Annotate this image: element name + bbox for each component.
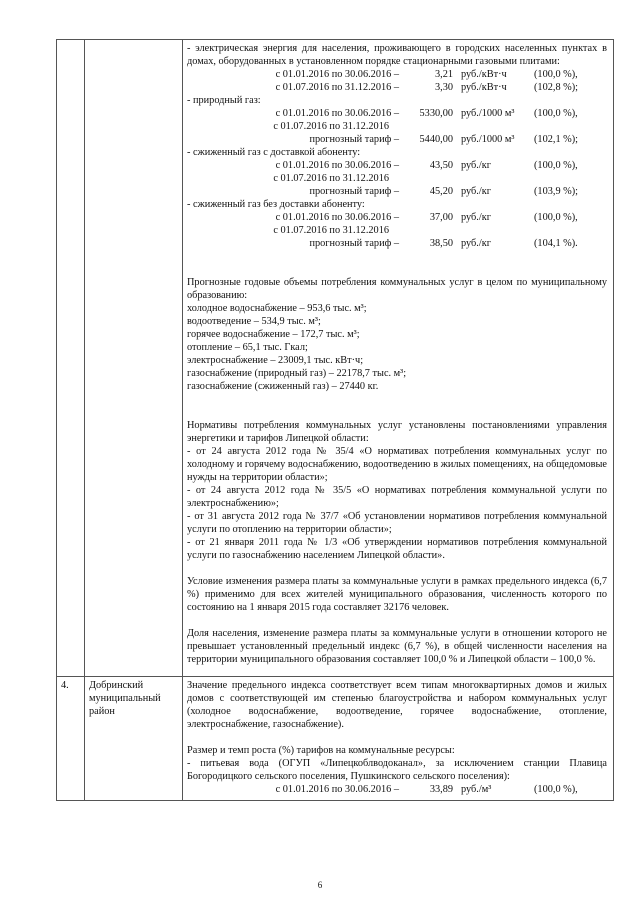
lpg-delivery-intro: - сжиженный газ с доставкой абоненту: — [187, 147, 361, 158]
tariff-table — [56, 39, 614, 801]
volume-item: горячее водоснабжение – 172,7 тыс. м³; — [187, 329, 360, 340]
volume-item: газоснабжение (природный газ) – 22178,7 тыс. м³; — [187, 368, 407, 379]
volume-item: газоснабжение (сжиженный газ) – 27440 кг. — [187, 381, 379, 392]
tariff-rate-row: с 01.07.2016 по 31.12.2016 – 3,30 руб./кВт·ч (102,8 %); — [275, 82, 579, 93]
table-row — [57, 40, 614, 677]
water-intro: - питьевая вода (ОГУП «Липецкоблводоканал», за исключением станции Плавица Богородицкого сельского поселения, Пушкинского сельского поселения): — [187, 758, 607, 782]
table-row — [57, 677, 614, 801]
municipality-cell — [85, 40, 183, 677]
tariff-heading: Размер и темп роста (%) тарифов на коммунальные ресурсы: — [187, 745, 455, 756]
tariff-rate-row: с 01.01.2016 по 30.06.2016 – 37,00 руб./кг (100,0 %), — [275, 212, 578, 223]
condition-paragraph: Условие изменения размера платы за коммунальные услуги в рамках предельного индекса (6,7 %) применимо для всех жителей муниципального образования, численность которого по состоянию на 1 января 2015 года составляет 32176 человек. — [187, 576, 607, 613]
page-number: 6 — [317, 880, 323, 890]
norms-intro: Нормативы потребления коммунальных услуг установлены постановлениями управления энергетики и тарифов Липецкой области: — [187, 420, 607, 444]
tariff-rate-row: прогнозный тариф – 5440,00 руб./1000 м³ (102,1 %); — [309, 134, 579, 145]
content-cell — [183, 40, 614, 677]
row-number: 4. — [61, 680, 69, 691]
tariff-rate-row: прогнозный тариф – 38,50 руб./кг (104,1 %). — [309, 238, 578, 249]
natural-gas-intro: - природный газ: — [187, 95, 261, 106]
volume-item: отопление – 65,1 тыс. Гкал; — [187, 342, 308, 353]
tariff-period: с 01.07.2016 по 31.12.2016 — [273, 121, 389, 132]
index-paragraph: Значение предельного индекса соответствует всем типам многоквартирных домов и жилых домов с соответствующей им степенью благоустройства и набором коммунальных услуг (холодное водоснабжение, водоотведение, горячее водоснабжение, отопление, электроснабжение, газоснабжение). — [187, 680, 607, 730]
norm-item: - от 21 января 2011 года № 1/3 «Об утверждении нормативов потребления коммунальной услуги по газоснабжению населением Липецкой области». — [187, 537, 607, 561]
lpg-nodelivery-intro: - сжиженный газ без доставки абоненту: — [187, 199, 365, 210]
municipality-name: Добринский муниципальный район — [89, 680, 161, 717]
content-cell — [183, 677, 614, 801]
tariff-rate-row: прогнозный тариф – 45,20 руб./кг (103,9 %); — [309, 186, 579, 197]
volume-item: холодное водоснабжение – 953,6 тыс. м³; — [187, 303, 367, 314]
population-share-paragraph: Доля населения, изменение размера платы за коммунальные услуги в отношении которого не превышает установленный предельный индекс (6,7 %), в общей численности населения на территории муниципального образования составляет 100,0 % и Липецкой области – 100,0 %. — [187, 628, 607, 665]
row-number-cell — [57, 40, 85, 677]
volume-item: электроснабжение – 23009,1 тыс. кВт·ч; — [187, 355, 364, 366]
norm-item: - от 31 августа 2012 года № 37/7 «Об установлении нормативов потребления коммунальной услуги по отоплению на территории области»; — [187, 511, 607, 535]
tariff-rate-row: с 01.01.2016 по 30.06.2016 – 43,50 руб./кг (100,0 %), — [275, 160, 578, 171]
tariff-rate-row: с 01.01.2016 по 30.06.2016 – 5330,00 руб./1000 м³ (100,0 %), — [275, 108, 578, 119]
norm-item: - от 24 августа 2012 года № 35/5 «О нормативах потребления коммунальной услуги по электроснабжению»; — [187, 485, 607, 509]
municipality-cell — [85, 677, 183, 801]
row-number-cell — [57, 677, 85, 801]
tariff-rate-row: с 01.01.2016 по 30.06.2016 – 33,89 руб./м³ (100,0 %), — [275, 784, 578, 795]
norm-item: - от 24 августа 2012 года № 35/4 «О нормативах потребления коммунальных услуг по холодному и горячему водоснабжению, водоотведению в жилых помещениях, на общедомовые нужды на территории области»; — [187, 446, 607, 483]
tariff-period: с 01.07.2016 по 31.12.2016 — [273, 173, 389, 184]
volume-item: водоотведение – 534,9 тыс. м³; — [187, 316, 321, 327]
electricity-intro: - электрическая энергия для населения, проживающего в городских населенных пунктах в домах, оборудованных в установленном порядке стационарными газовыми плитами: — [187, 43, 607, 67]
tariff-period: с 01.07.2016 по 31.12.2016 — [273, 225, 389, 236]
volumes-intro: Прогнозные годовые объемы потребления коммунальных услуг в целом по муниципальному образованию: — [187, 277, 607, 301]
tariff-rate-row: с 01.01.2016 по 30.06.2016 – 3,21 руб./кВт·ч (100,0 %), — [275, 69, 578, 80]
